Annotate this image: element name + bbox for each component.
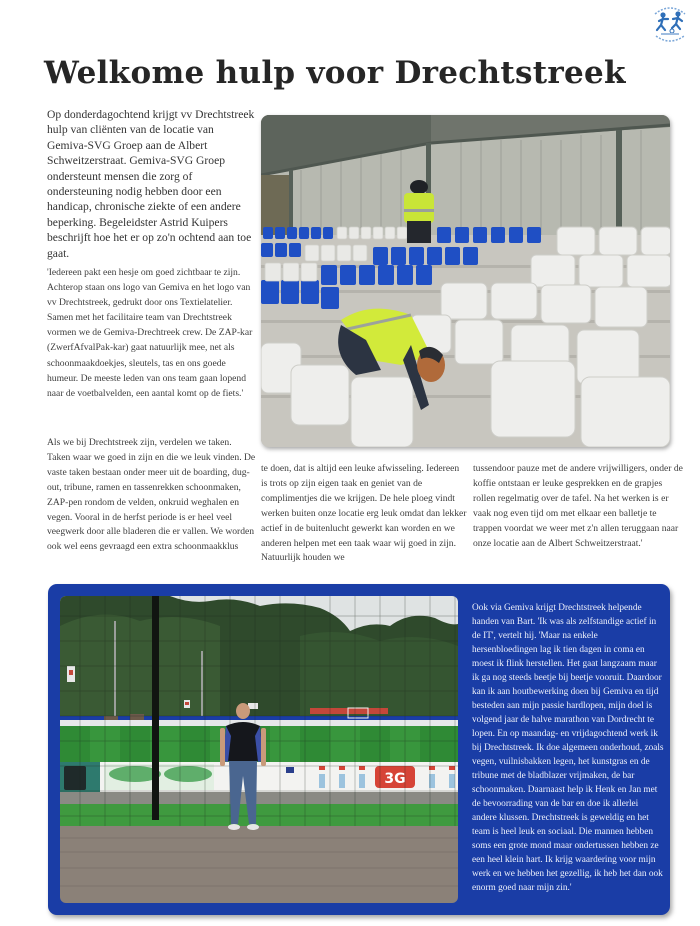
club-logo <box>647 2 693 44</box>
article-title: Welkome hulp voor Drechtstreek <box>44 55 626 91</box>
football-field-photo <box>60 596 458 903</box>
article-intro: Op donderdagochtend krijgt vv Drechtstreek hulp van cliënten van de locatie van Gemiva-SVG Groep aan de Albert Schweitzerstraat. Gemiva-SVG Groep ondersteunt mensen die zorg of ondersteuning nodig hebben door een handicap, chronische ziekte of een andere beperking. Begeleidster Astrid Kuipers beschrijft hoe het er op zo'n ochtend aan toe gaat. <box>47 108 255 260</box>
board-logo-text: 3G <box>384 771 406 787</box>
stand-cleaning-photo <box>261 115 670 447</box>
club-logo-icon <box>647 2 693 44</box>
article-paragraph: Als we bij Drechtstreek zijn, verdelen we taken. Taken waar we goed in zijn en die we leuk vinden. De vaste taken bestaan onder meer uit de boarding, dug-out, tribune, ramen en tassenrekken schoonmaken, ZAP-pen rondom de velden, onkruid weghalen en vegen. Vooral in de herfst periode is er heel veel veegwerk door alle bladeren die er vallen. We worden ook wel eens gevraagd een extra schoonmaakklus <box>47 437 256 553</box>
article-paragraph: 'Iedereen pakt een hesje om goed zichtbaar te zijn. Achterop staan ons logo van Gemiva en het logo van vv Drechtstreek, gedrukt door ons Textielatelier. Samen met het facilitaire team van Drechtstreek vormen we de Gemiva-Drechtreek crew. De ZAP-kar (ZwerfAfvalPak-kar) gaat natuurlijk mee, net als schoonmaakdoekjes, sleutels, tas en ons goede humeur. De meeste leden van ons team gaan lopend naar de voetbalvelden, een aantal komt op de fiets.' <box>47 267 253 399</box>
article-paragraph: tussendoor pauze met de andere vrijwilligers, onder de koffie ontstaan er leuke gesprekken en de grapjes rollen regelmatig over de tafel. Na het werken is er vaak nog even tijd om met elkaar een balletje te trappen voordat we weer met z'n allen teruggaan naar onze locatie aan de Albert Schweitzerstraat.' <box>473 463 683 549</box>
article-paragraph: te doen, dat is altijd een leuke afwisseling. Iedereen is trots op zijn eigen taak en geniet van de complimentjes die we krijgen. De hele ploeg vindt werken buiten onze locatie erg leuk omdat dan lekker actief in de buitenlucht gewerkt kan worden en we anderen helpen met een taak waar wij goed in zijn. Natuurlijk houden we <box>261 463 467 564</box>
sidebar-text: Ook via Gemiva krijgt Drechtstreek helpende handen van Bart. 'Ik was als zelfstandige actief in de IT', vertelt hij. 'Maar na enkele hersenbloedingen lag ik tien dagen in coma en moest ik flink herstellen. Het gaat langzaam maar ik ga nog steeds beetje bij beetje vooruit. Daardoor kan ik aan houtbewerking doen bij Gemiva en tijd besteden aan mijn passie hardlopen, mijn doel is volgend jaar de halve marathon van Dordrecht te lopen. En op maandag- en vrijdagochtend werk ik bij Drechtstreek. Ik doe algemeen onderhoud, zoals vegen, vuilnisbakken legen, het kunstgras en de tribune met de bladblazer vrijmaken, de bar schoonmaken. Daarnaast help ik Henk en Jan met de bevoorrading van de bar en doe ik allerlei andere klussen. Drechtstreek is geweldig en het team is heel leuk en sociaal. Die mannen hebben soms een grote mond maar ondertussen hebben ze een heel klein hart. Ik krijg waardering voor mijn werk en we hebben het gezellig, ik heb het dan ook enorm goed naar mijn zin.' <box>472 603 664 893</box>
